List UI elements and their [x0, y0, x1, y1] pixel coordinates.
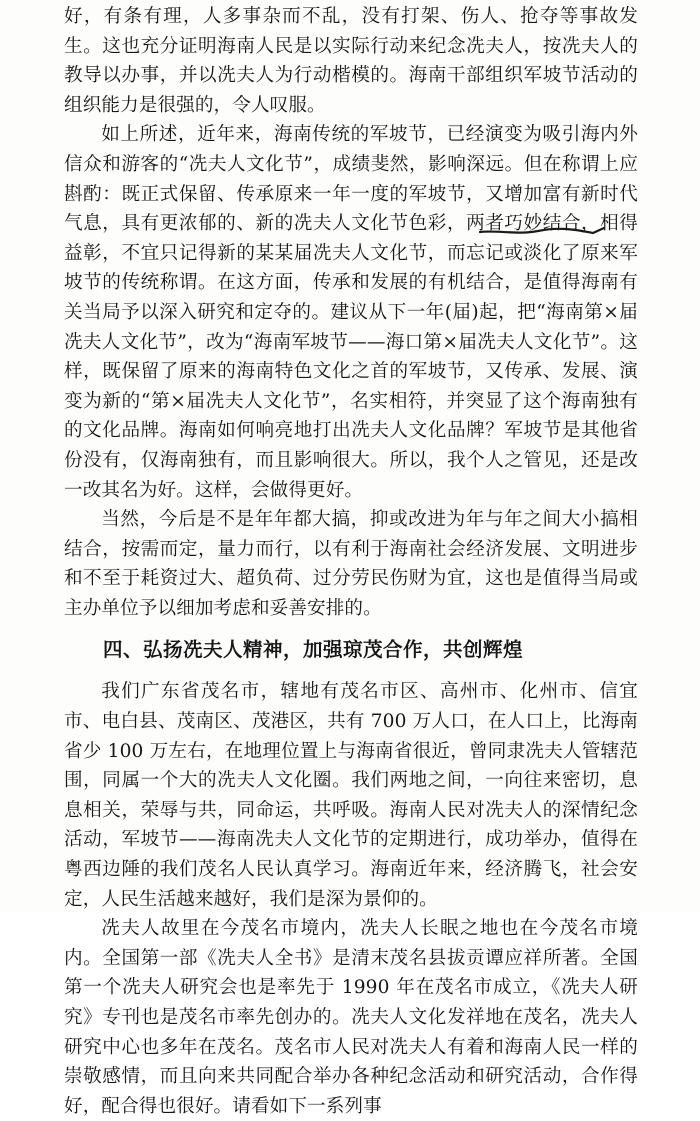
paragraph-3: 当然，今后是不是年年都大搞，抑或改进为年与年之间大小搞相结合，按需而定，量力而行，以有利于海南社会经济发展、文明进步和不至于耗资过大、超负荷、过分劳民伤财为宜，这也是值得当局或主办单位予以细加考虑和妥善安排的。	[64, 509, 638, 619]
document-body	[64, 2, 638, 1121]
paragraph-4: 我们广东省茂名市，辖地有茂名市区、高州市、化州市、信宜市、电白县、茂南区、茂港区，共有 700 万人口，在人口上，比海南省少 100 万左右，在地理位置上与海南省很近，曾同隶冼夫人管辖范围，同属一个大的冼夫人文化圈。我们两地之间，一向往来密切，息息相关，荣辱与共，同命运，共呼吸。海南人民对冼夫人的深情纪念活动，军坡节——海南冼夫人文化节的定期进行，成功举办，值得在粤西边陲的我们茂名人民认真学习。海南近年来，经济腾飞，社会安定，人民生活越来越好，我们是深为景仰的。	[64, 681, 638, 910]
paragraph-1: 好，有条有理，人多事杂而不乱，没有打架、伤人、抢夺等事故发生。这也充分证明海南人民是以实际行动来纪念冼夫人，按冼夫人的教导以办事，并以冼夫人为行动楷模的。海南干部组织军坡节活动的组织能力是很强的，令人叹服。	[64, 6, 638, 116]
section-heading: 四、弘扬冼夫人精神，加强琼茂合作，共创辉煌	[103, 638, 524, 662]
paragraph-5: 冼夫人故里在今茂名市境内，冼夫人长眠之地也在今茂名市境内。全国第一部《冼夫人全书》是清末茂名县拔贡谭应祥所著。全国第一个冼夫人研究会也是率先于 1990 年在茂名市成立，《冼夫人研究》专刊也是茂名市率先创办的。冼夫人文化发祥地在茂名，冼夫人研究中心也多年在茂名。茂名市人民对冼夫人有着和海南人民一样的崇敬感情，而且向来共同配合举办各种纪念活动和研究活动，合作得好，配合得也很好。请看如下一系列事	[64, 918, 638, 1117]
paragraph-2: 如上所述，近年来，海南传统的军坡节，已经演变为吸引海内外信众和游客的“冼夫人文化节”，成绩斐然，影响深远。但在称谓上应斟酌：既正式保留、传承原来一年一度的军坡节，又增加富有新时代气息，具有更浓郁的、新的冼夫人文化节色彩，两者巧妙结合，相得益彰，不宜只记得新的某某届冼夫人文化节，而忘记或淡化了原来军坡节的传统称谓。在这方面，传承和发展的有机结合，是值得海南有关当局予以深入研究和定夺的。建议从下一年(届)起，把“海南第×届冼夫人文化节”，改为“海南军坡节——海口第×届冼夫人文化节”。这样，既保留了原来的海南特色文化之首的军坡节，又传承、发展、演变为新的“第×届冼夫人文化节”，名实相符，并突显了这个海南独有的文化品牌。海南如何响亮地打出冼夫人文化品牌？军坡节是其他省份没有，仅海南独有，而且影响很大。所以，我个人之管见，还是改一改其名为好。这样，会做得更好。	[64, 124, 638, 501]
